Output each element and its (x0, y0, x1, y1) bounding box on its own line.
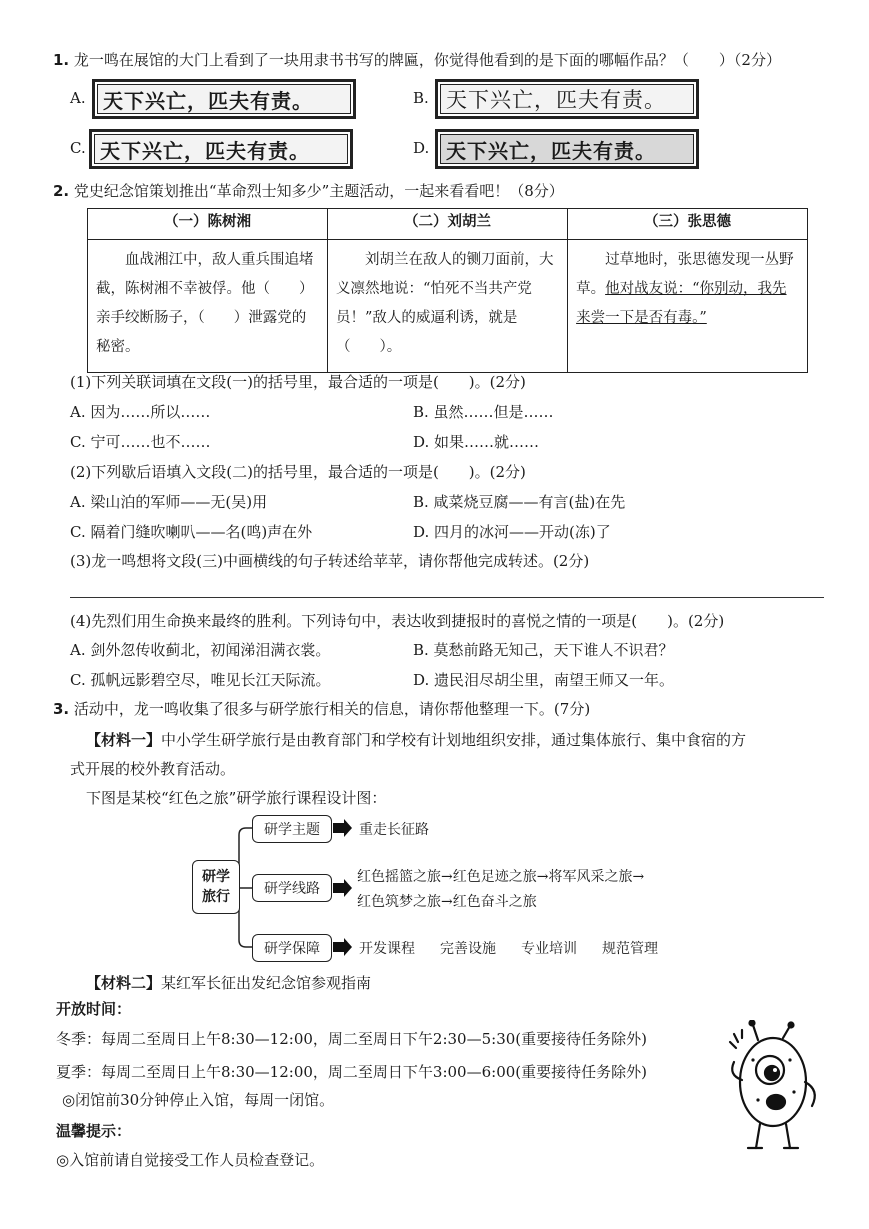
summer-hours: 夏季：每周二至周日上午8:30—12:00，周二至周日下午3:00—6:00(重要接待任务除外) (56, 1063, 647, 1081)
diagram-root-label: 研学旅行 (202, 869, 230, 905)
q1-option-c-label: C. (70, 139, 86, 157)
q2-sub2-option-d[interactable]: D. 四月的冰河——开动(冻)了 (413, 523, 611, 541)
q2-sub1-option-d[interactable]: D. 如果……就…… (413, 433, 540, 451)
material2-heading (86, 972, 371, 993)
winter-hours: 冬季：每周二至周日上午8:30—12:00，周二至周日下午2:30—5:30(重要接待任务除外) (56, 1030, 647, 1048)
underlined-sentence: 他对战友说：“你别动，我先来尝一下是否有毒。” (576, 281, 787, 326)
q2-sub4-option-d[interactable]: D. 遗民泪尽胡尘里，南望王师又一年。 (413, 671, 675, 689)
diagram-node-route (252, 874, 332, 902)
q2-sub4-option-c[interactable]: C. 孤帆远影碧空尽，唯见长江天际流。 (70, 671, 331, 689)
q2-sub1-option-c[interactable]: C. 宁可……也不…… (70, 433, 211, 451)
table-header-3: （三）张思德 (568, 209, 808, 240)
diagram-route-line2: 红色筑梦之旅→红色奋斗之旅 (357, 894, 537, 910)
material1-text-1: 中小学生研学旅行是由教育部门和学校有计划地组织安排，通过集体旅行、集中食宿的方 (161, 731, 747, 749)
q2-text: 党史纪念馆策划推出“革命烈士知多少”主题活动，一起来看看吧！（8分） (73, 182, 564, 200)
q3-stem (53, 698, 590, 719)
martyrs-table (87, 208, 808, 373)
q3-number: 3. (53, 700, 70, 718)
q3-text: 活动中，龙一鸣收集了很多与研学旅行相关的信息，请你帮他整理一下。(7分) (73, 700, 591, 718)
tip-1: ◎入馆前请自觉接受工作人员检查登记。 (56, 1151, 325, 1169)
diagram-support-item-4: 规范管理 (602, 941, 658, 957)
q1-number: 1. (53, 51, 70, 69)
q1-option-c-text: 天下兴亡，匹夫有责。 (100, 138, 310, 163)
q1-option-a-plaque[interactable] (92, 79, 356, 119)
table-cell-3 (568, 240, 808, 373)
q1-text: 龙一鸣在展馆的大门上看到了一块用隶书书写的牌匾，你觉得他看到的是下面的哪幅作品？（ ）（2分） (73, 51, 781, 69)
q1-option-c-plaque[interactable] (89, 129, 353, 169)
diagram-node-theme (252, 815, 332, 843)
q1-option-b-plaque[interactable] (435, 79, 699, 119)
diagram-node-route-label: 研学线路 (264, 881, 320, 897)
q2-sub4-text: (4)先烈们用生命换来最终的胜利。下列诗句中，表达收到捷报时的喜悦之情的一项是( )。(2分) (70, 612, 725, 630)
diagram-support-item-1: 开发课程 (359, 941, 415, 957)
material1-line2: 式开展的校外教育活动。 (70, 760, 236, 778)
diagram-support-item-3: 专业培训 (521, 941, 577, 957)
diagram-route-line1: 红色摇篮之旅→红色足迹之旅→将军风采之旅→ (357, 869, 645, 885)
q2-sub2-option-c[interactable]: C. 隔着门缝吹喇叭——名(鸣)声在外 (70, 523, 313, 541)
diagram-node-support-label: 研学保障 (264, 941, 320, 957)
material2-title: 某红军长征出发纪念馆参观指南 (161, 974, 372, 992)
q2-sub2-text: (2)下列歇后语填入文段(二)的括号里，最合适的一项是( )。(2分) (70, 463, 526, 481)
table-header-1: （一）陈树湘 (88, 209, 328, 240)
table-cell-2: 刘胡兰在敌人的铡刀面前，大义凛然地说：“怕死不当共产党员！”敌人的威逼利诱，就是（ ）。 (327, 240, 567, 373)
table-cell-1: 血战湘江中，敌人重兵围追堵截，陈树湘不幸被俘。他（ ）亲手绞断肠子，（ ）泄露党的秘密。 (88, 240, 328, 373)
mascot-illustration (728, 1020, 828, 1160)
q2-sub3-text: (3)龙一鸣想将文段(三)中画横线的句子转述给苹苹，请你帮他完成转述。(2分) (70, 552, 590, 570)
closing-note: ◎闭馆前30分钟停止入馆，每周一闭馆。 (62, 1091, 335, 1109)
q1-option-a-text: 天下兴亡，匹夫有责。 (103, 88, 313, 113)
diagram-root-node (192, 860, 240, 914)
q1-option-a-label: A. (70, 89, 86, 107)
q2-sub1-option-a[interactable]: A. 因为……所以…… (70, 403, 211, 421)
q1-option-d-plaque[interactable] (435, 129, 699, 169)
table-header-2: （二）刘胡兰 (327, 209, 567, 240)
material1-line1 (86, 729, 746, 750)
diagram-node-support (252, 934, 332, 962)
material1-tag: 【材料一】 (86, 731, 162, 749)
q1-option-d-text: 天下兴亡，匹夫有责。 (446, 138, 656, 163)
open-time-label: 开放时间： (56, 1000, 132, 1018)
q2-sub2-option-a[interactable]: A. 梁山泊的军师——无(吴)用 (70, 493, 268, 511)
q2-sub1-text: (1)下列关联词填在文段(一)的括号里，最合适的一项是( )。(2分) (70, 373, 526, 391)
table-cell-3-text: 过草地时，张思德发现一丛野草。 (576, 252, 794, 297)
diagram-theme-content: 重走长征路 (359, 822, 429, 838)
q2-sub3-answer-line[interactable] (70, 597, 824, 598)
q2-sub4-option-a[interactable]: A. 剑外忽传收蓟北，初闻涕泪满衣裳。 (70, 641, 331, 659)
material2-tag: 【材料二】 (86, 974, 162, 992)
q2-sub2-option-b[interactable]: B. 咸菜烧豆腐——有言(盐)在先 (413, 493, 626, 511)
q2-stem (53, 180, 564, 201)
q2-sub4-option-b[interactable]: B. 莫愁前路无知己，天下谁人不识君？ (413, 641, 674, 659)
q1-option-d-label: D. (413, 139, 430, 157)
q1-option-b-label: B. (413, 89, 429, 107)
q2-sub1-option-b[interactable]: B. 虽然……但是…… (413, 403, 554, 421)
q2-number: 2. (53, 182, 70, 200)
tips-label: 温馨提示： (56, 1122, 132, 1140)
diagram-intro: 下图是某校“红色之旅”研学旅行课程设计图： (86, 789, 387, 807)
q1-stem (53, 49, 781, 70)
diagram-node-theme-label: 研学主题 (264, 822, 320, 838)
q1-option-b-text: 天下兴亡，匹夫有责。 (446, 88, 666, 112)
diagram-support-item-2: 完善设施 (440, 941, 496, 957)
